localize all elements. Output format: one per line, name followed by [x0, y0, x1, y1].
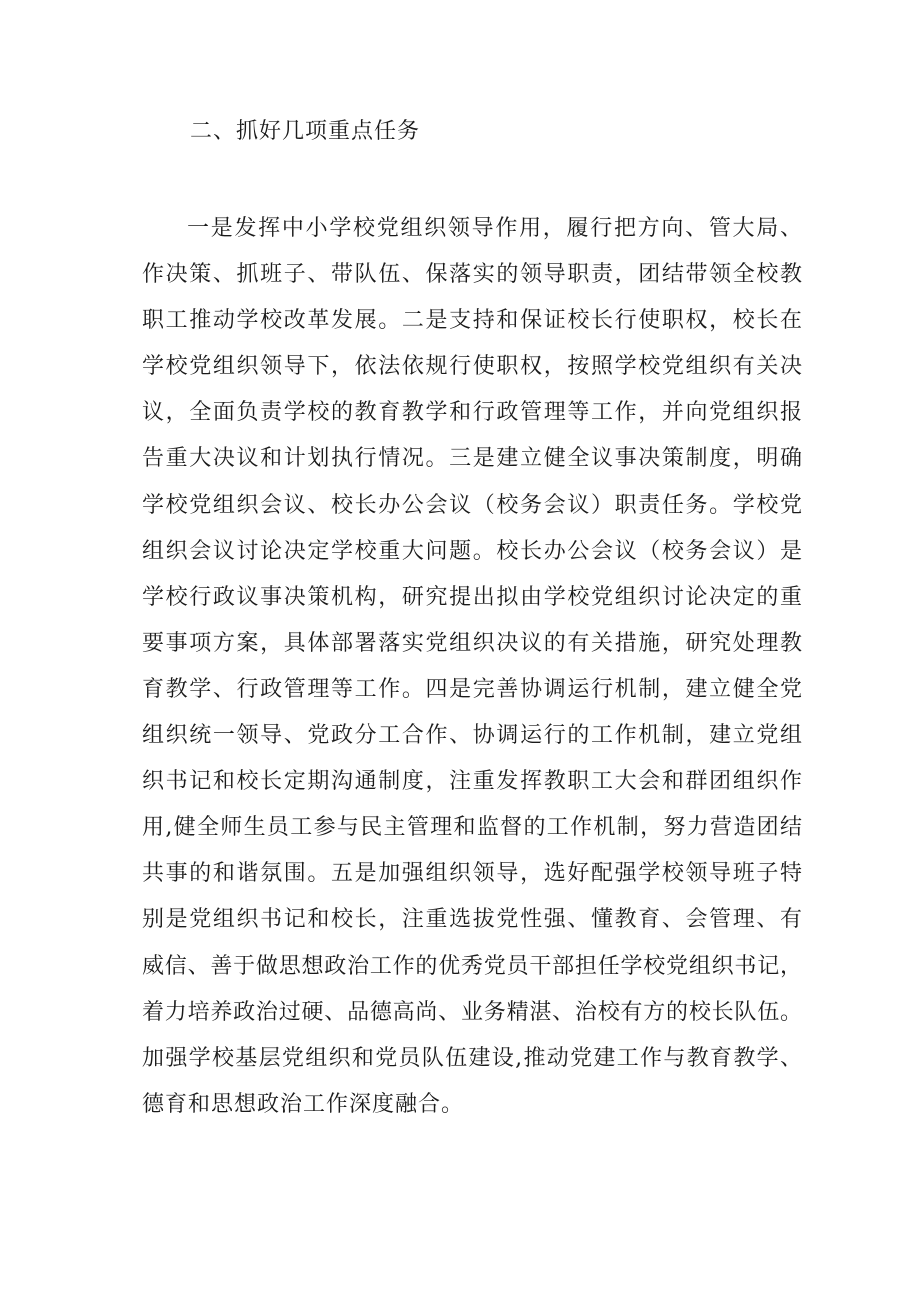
section-heading: 二、抓好几项重点任务 [190, 119, 421, 144]
paragraph-line: 着力培养政治过硬、品德高尚、业务精湛、治校有方的校长队伍。 [142, 999, 802, 1025]
paragraph-line: 共事的和谐氛围。五是加强组织领导，选好配强学校领导班子特 [142, 861, 802, 887]
paragraph-line: 一是发挥中小学校党组织领导作用，履行把方向、管大局、 [187, 216, 802, 241]
paragraph-line: 组织统一领导、党政分工合作、协调运行的工作机制，建立党组 [142, 723, 802, 749]
paragraph-line: 德育和思想政治工作深度融合。 [142, 1091, 465, 1117]
paragraph-line: 职工推动学校改革发展。二是支持和保证校长行使职权，校长在 [142, 308, 802, 334]
paragraph-line: 学校行政议事决策机构，研究提出拟由学校党组织讨论决定的重 [142, 584, 802, 610]
paragraph-line: 学校党组织领导下，依法依规行使职权，按照学校党组织有关决 [142, 354, 802, 380]
paragraph-line: 学校党组织会议、校长办公会议（校务会议）职责任务。学校党 [142, 492, 802, 518]
paragraph-line: 用,健全师生员工参与民主管理和监督的工作机制，努力营造团结 [142, 815, 802, 841]
paragraph-line: 加强学校基层党组织和党员队伍建设,推动党建工作与教育教学、 [142, 1045, 802, 1071]
body-paragraph [142, 206, 802, 1128]
paragraph-line: 别是党组织书记和校长，注重选拔党性强、懂教育、会管理、有 [142, 907, 802, 933]
paragraph-line: 威信、善于做思想政治工作的优秀党员干部担任学校党组织书记， [142, 953, 802, 979]
paragraph-line: 作决策、抓班子、带队伍、保落实的领导职责，团结带领全校教 [142, 262, 802, 288]
paragraph-line: 组织会议讨论决定学校重大问题。校长办公会议（校务会议）是 [142, 538, 802, 564]
paragraph-line: 要事项方案，具体部署落实党组织决议的有关措施，研究处理教 [142, 630, 802, 656]
paragraph-line: 育教学、行政管理等工作。四是完善协调运行机制，建立健全党 [142, 676, 802, 702]
paragraph-line: 织书记和校长定期沟通制度，注重发挥教职工大会和群团组织作 [142, 769, 802, 795]
paragraph-line: 告重大决议和计划执行情况。三是建立健全议事决策制度，明确 [142, 446, 802, 472]
paragraph-line: 议，全面负责学校的教育教学和行政管理等工作，并向党组织报 [142, 400, 802, 426]
